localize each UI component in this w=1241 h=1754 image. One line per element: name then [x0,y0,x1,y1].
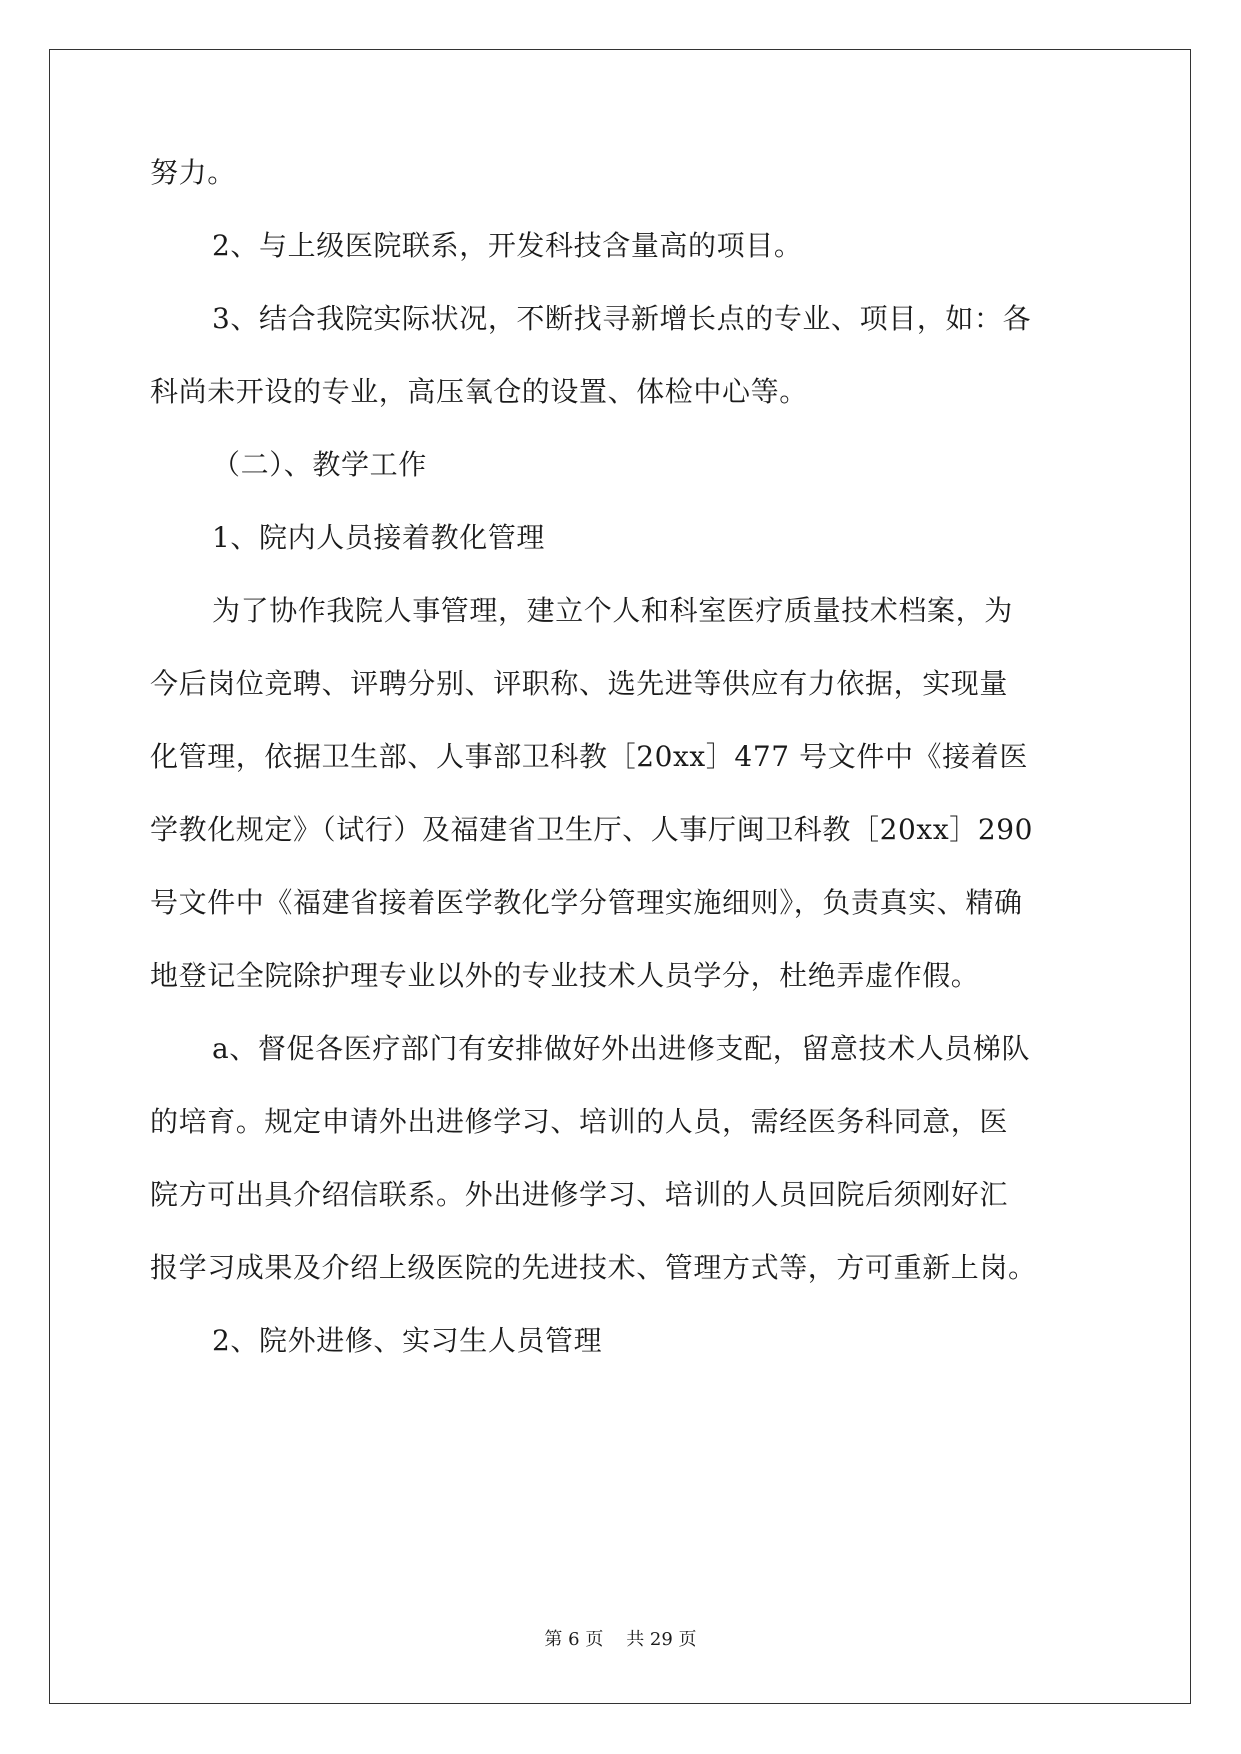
list-item-line: 3、结合我院实际状况，不断找寻新增长点的专业、项目，如：各 [212,302,1032,335]
paragraph-line: 院方可出具介绍信联系。外出进修学习、培训的人员回院后须刚好汇 [150,1178,1009,1211]
subsection-heading: 1、院内人员接着教化管理 [212,521,546,554]
paragraph-line: a、督促各医疗部门有安排做好外出进修支配，留意技术人员梯队 [212,1032,1031,1065]
page-frame [49,49,1191,1704]
paragraph-line: 报学习成果及介绍上级医院的先进技术、管理方式等，方可重新上岗。 [150,1251,1037,1284]
subsection-heading: 2、院外进修、实习生人员管理 [212,1324,603,1357]
paragraph-line: 的培育。规定申请外出进修学习、培训的人员，需经医务科同意，医 [150,1105,1009,1138]
paragraph-line: 今后岗位竞聘、评聘分别、评职称、选先进等供应有力依据，实现量 [150,667,1009,700]
section-heading: （二）、教学工作 [212,448,427,481]
paragraph-line: 化管理，依据卫生部、人事部卫科教［20xx］477 号文件中《接着医 [150,740,1028,773]
list-item-line: 2、与上级医院联系，开发科技含量高的项目。 [212,229,803,262]
paragraph-line: 号文件中《福建省接着医学教化学分管理实施细则》，负责真实、精确 [150,886,1023,919]
paragraph-line: 地登记全院除护理专业以外的专业技术人员学分，杜绝弄虚作假。 [150,959,980,992]
page-footer: 第 6 页 共 29 页 [544,1629,697,1650]
paragraph-line: 为了协作我院人事管理，建立个人和科室医疗质量技术档案，为 [212,594,1013,627]
paragraph-line: 努力。 [150,156,236,189]
paragraph-line: 科尚未开设的专业，高压氧仓的设置、体检中心等。 [150,375,808,408]
paragraph-line: 学教化规定》（试行）及福建省卫生厅、人事厅闽卫科教［20xx］290 [150,813,1034,846]
